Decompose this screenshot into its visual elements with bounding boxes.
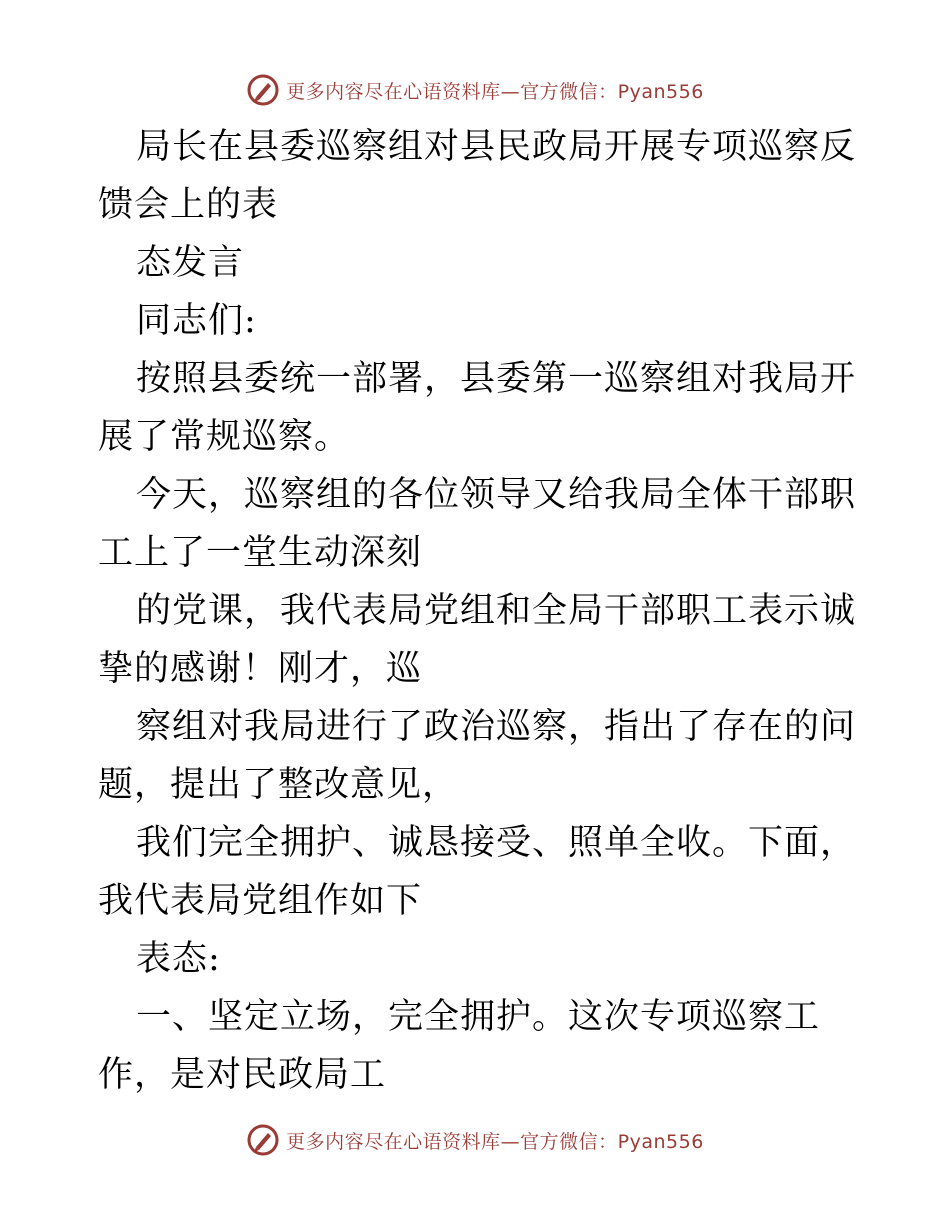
paragraph-title: 局长在县委巡察组对县民政局开展专项巡察反馈会上的表	[98, 127, 857, 225]
paragraph: 今天，巡察组的各位领导又给我局全体干部职工上了一堂生动深刻	[98, 475, 857, 573]
document-body	[98, 118, 858, 1104]
watermark-text: 更多内容尽在心语资料库—官方微信：Pyan556	[286, 80, 704, 103]
paragraph-salutation: 同志们:	[136, 301, 257, 341]
paragraph: 我们完全拥护、诚恳接受、照单全收。下面，我代表局党组作如下	[98, 823, 857, 921]
watermark-text: 更多内容尽在心语资料库—官方微信：Pyan556	[286, 1130, 704, 1153]
paragraph: 表态:	[136, 939, 221, 979]
pen-logo-icon	[246, 73, 280, 107]
paragraph: 的党课，我代表局党组和全局干部职工表示诚挚的感谢！刚才，巡	[98, 591, 857, 689]
pen-logo-icon	[246, 1123, 280, 1157]
header-watermark	[0, 70, 950, 110]
paragraph-title-cont: 态发言	[136, 243, 245, 283]
paragraph: 察组对我局进行了政治巡察，指出了存在的问题，提出了整改意见，	[98, 707, 857, 805]
paragraph: 一、坚定立场，完全拥护。这次专项巡察工作，是对民政局工	[98, 997, 821, 1095]
footer-watermark	[0, 1120, 950, 1160]
paragraph: 按照县委统一部署，县委第一巡察组对我局开展了常规巡察。	[98, 359, 857, 457]
